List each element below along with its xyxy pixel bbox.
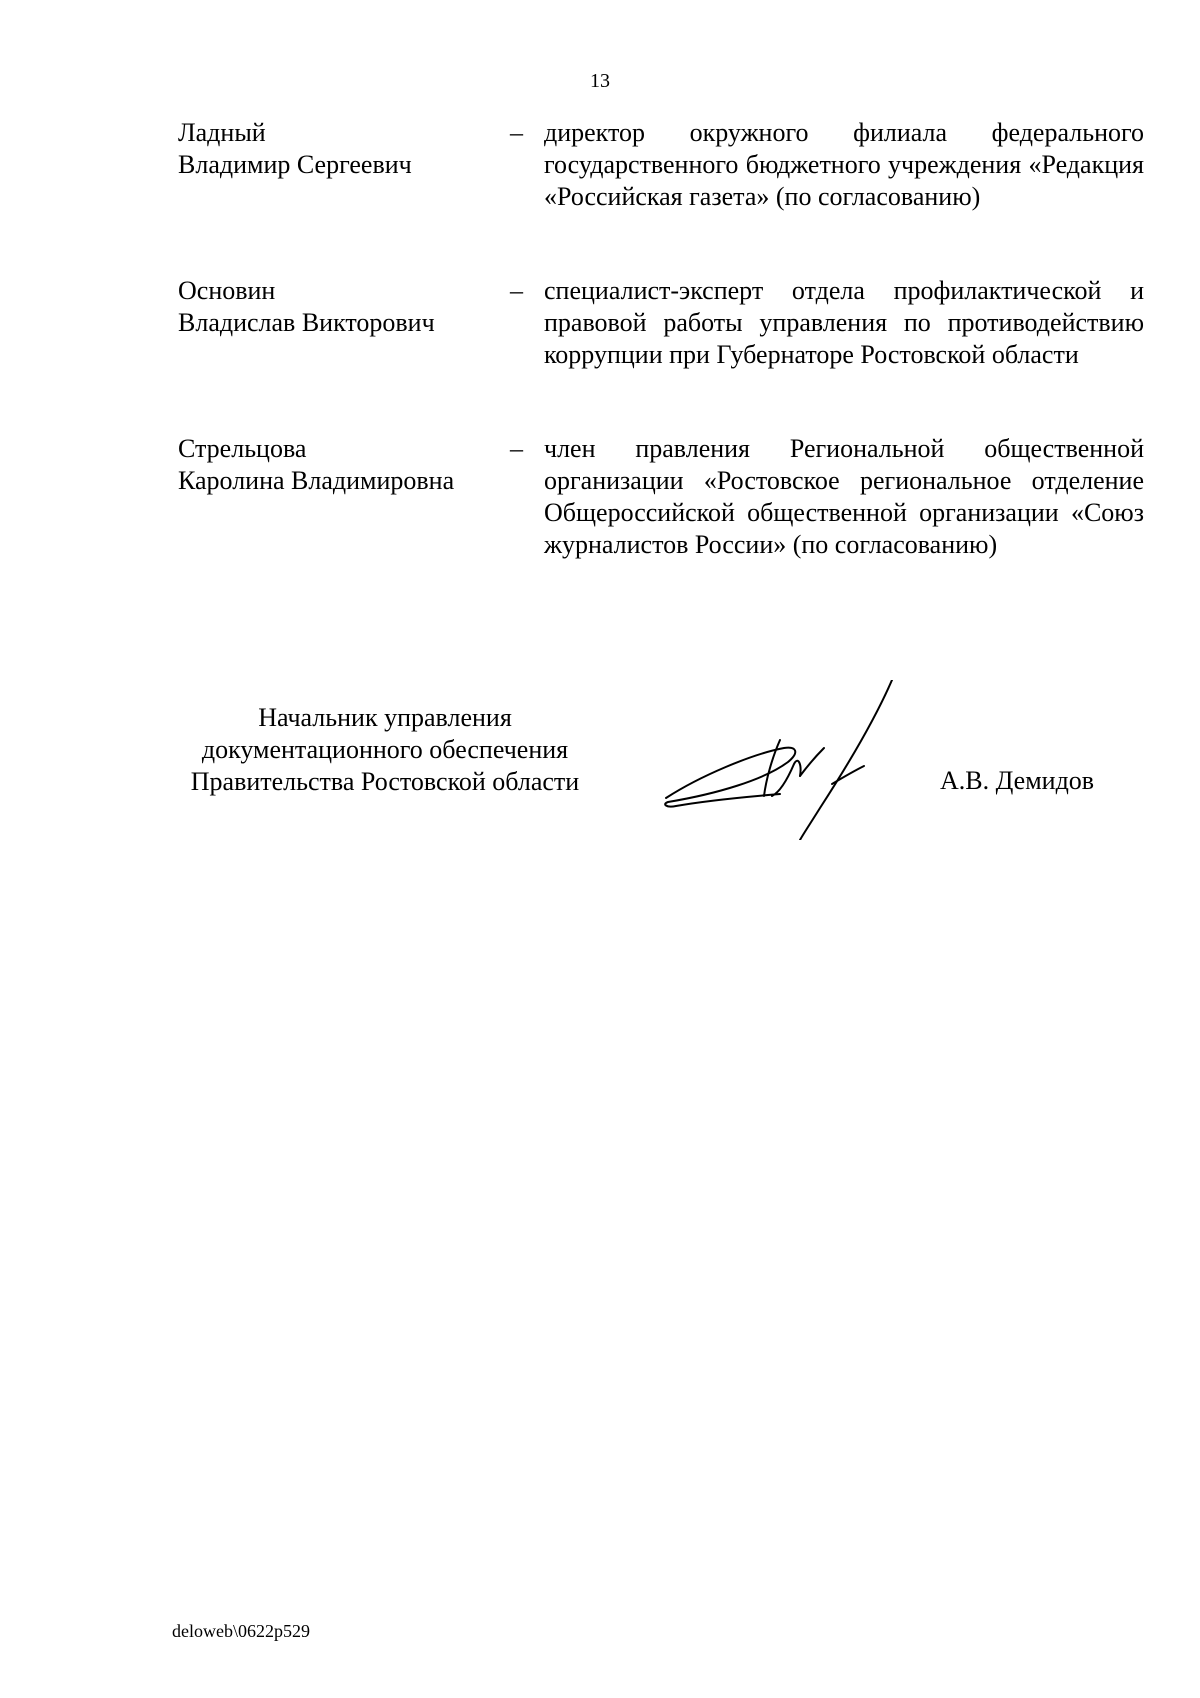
member-name [178, 433, 498, 497]
member-name [178, 117, 498, 181]
signatory-title-line: Начальник управления [258, 703, 512, 732]
member-surname: Ладный [178, 118, 266, 147]
member-given-names: Каролина Владимировна [178, 466, 455, 495]
member-given-names: Владимир Сергеевич [178, 150, 412, 179]
member-name [178, 275, 498, 339]
member-surname: Стрельцова [178, 434, 307, 463]
dash-separator: – [510, 434, 523, 463]
document-code: deloweb\0622p529 [172, 1621, 310, 1641]
signer-name: А.В. Демидов [940, 766, 1095, 795]
handwritten-signature [660, 680, 940, 840]
member-role: директор окружного филиала федерального государственного бюджетного учреждения «Редакция «Российская газета» (по согласованию) [544, 118, 1144, 211]
dash-separator: – [510, 118, 523, 147]
page-number: 13 [590, 70, 610, 92]
signatory-title-line: документационного обеспечения [201, 735, 569, 764]
member-role: член правления Региональной общественной организации «Ростовское региональное отделение Общероссийской общественной организации «Союз журналистов России» (по согласованию) [544, 434, 1144, 559]
dash-separator: – [510, 276, 523, 305]
signatory-title-line: Правительства Ростовской области [190, 767, 580, 796]
member-given-names: Владислав Викторович [178, 308, 435, 337]
signatory-title [160, 702, 610, 798]
member-surname: Основин [178, 276, 276, 305]
member-role: специалист-эксперт отдела профилактической и правовой работы управления по противодействию коррупции при Губернаторе Ростовской области [544, 276, 1144, 369]
